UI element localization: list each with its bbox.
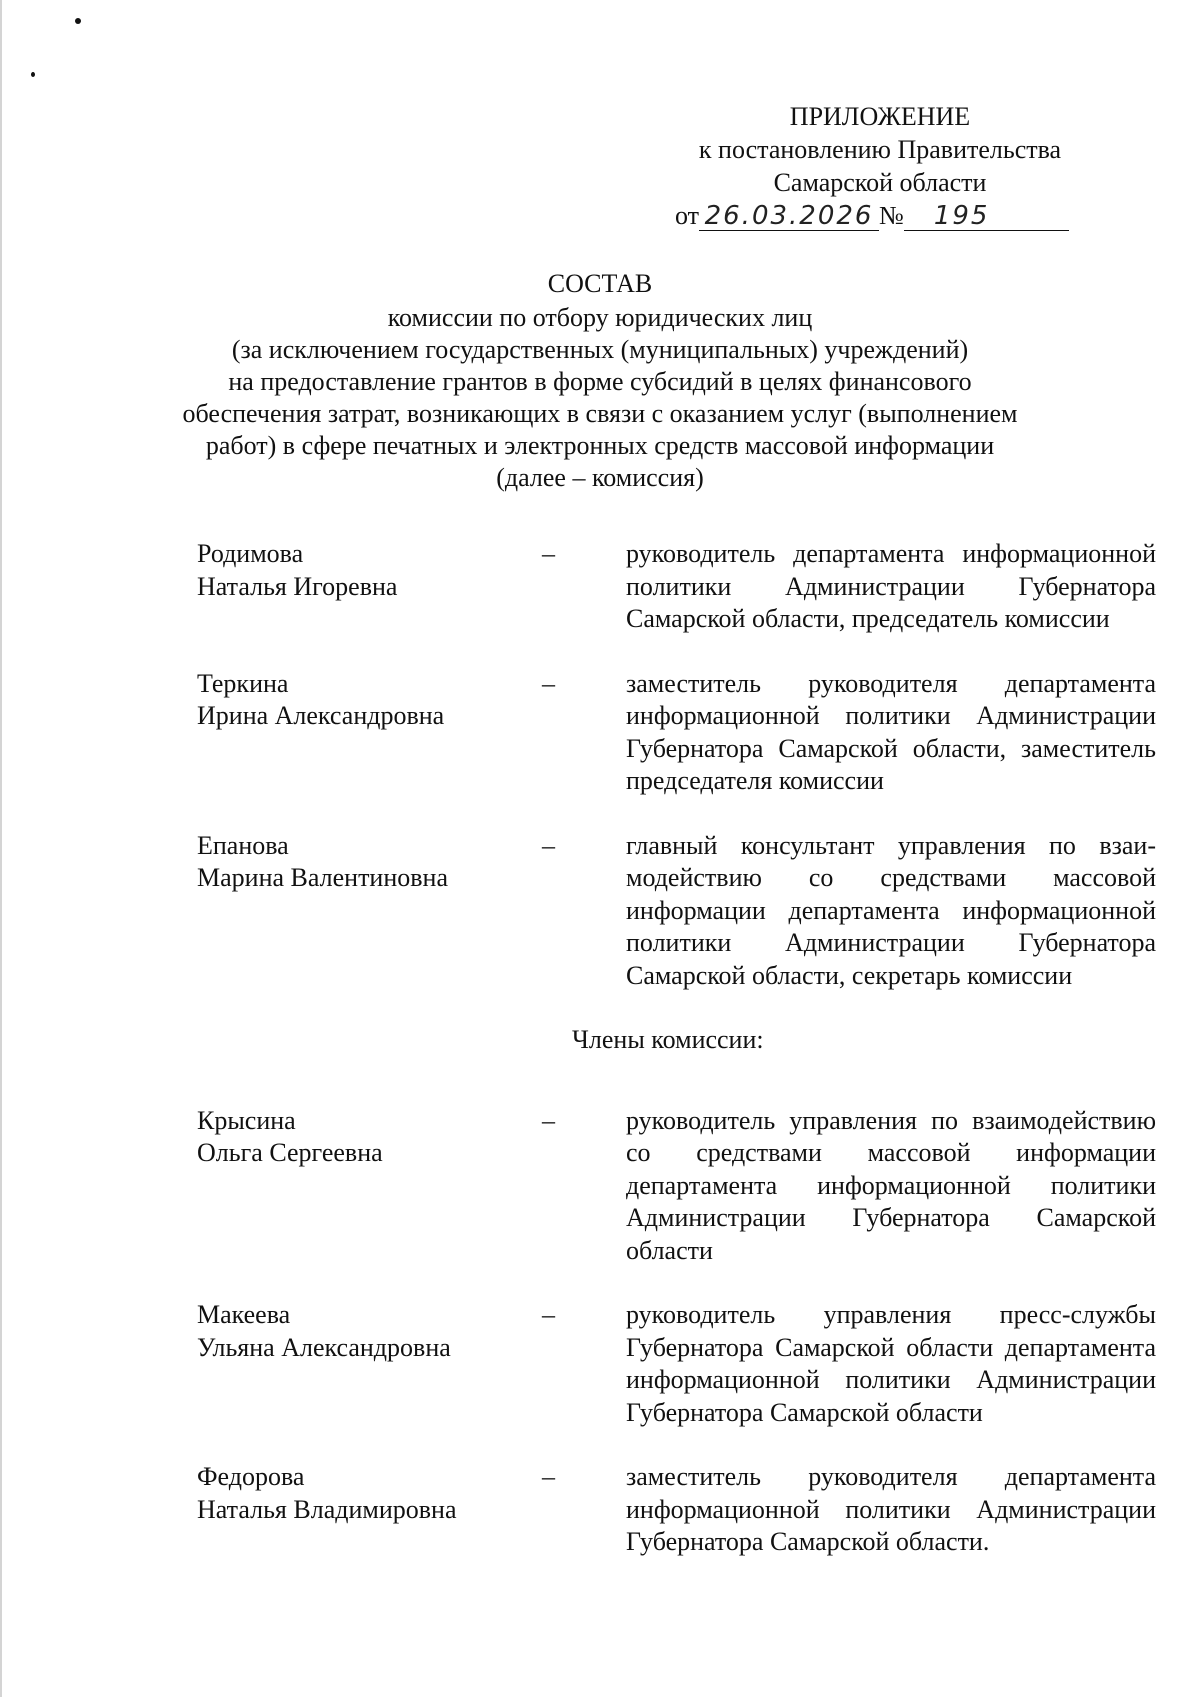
member-given-name: Марина Валентиновна [197, 863, 448, 892]
approval-block [660, 100, 1100, 232]
member-surname: Теркина [197, 668, 289, 698]
member-dash: – [542, 1462, 555, 1491]
member-role: главный консультант управления по взаимодействию со средствами массовой информации департамента информационной политики Администрации Губернатора Самарской области, секретарь комиссии [626, 830, 1156, 990]
commission-members-list [197, 538, 1157, 1591]
list-item [197, 538, 1157, 636]
list-item [197, 1461, 1157, 1559]
handwritten-number: 195 [904, 202, 1069, 231]
members-section-heading: Члены комиссии: [572, 1025, 764, 1054]
member-surname: Федорова [197, 1462, 305, 1491]
date-prefix: от [675, 201, 700, 230]
member-role: заместитель руководителя департамента информационной политики Администрации Губернатора Самарской области. [626, 1462, 1156, 1556]
member-name [197, 830, 542, 895]
member-role: руководитель управления пресс-службы Губернатора Самарской области департамента информационной политики Администрации Губернатора Самарской области [626, 1300, 1156, 1427]
member-name [197, 1461, 542, 1526]
doc-subtitle: комиссии по отбору юридических лиц (за исключением государственных (муниципальных) учреждений) на предоставление грантов в форме субсидий в целях финансового обеспечения затрат, возникающих в связи с оказанием услуг (выполнением работ) в сфере печатных и электронных средств массовой информации (далее – комиссия) [182, 303, 1018, 492]
list-item [197, 1105, 1157, 1268]
member-surname: Макеева [197, 1300, 291, 1329]
approval-date-line [660, 199, 1100, 232]
member-given-name: Ирина Александровна [197, 701, 445, 730]
approval-line-resolution: к постановлению Правительства [698, 135, 1062, 164]
member-dash: – [542, 539, 555, 568]
scan-speck [31, 72, 35, 77]
member-role: руководитель управления по взаимодействию со средствами массовой информации департамента информационной политики Администрации Губернатора Самарской области [626, 1105, 1156, 1265]
member-given-name: Ульяна Александровна [197, 1332, 451, 1362]
member-name [197, 1299, 542, 1364]
approval-heading: ПРИЛОЖЕНИЕ [789, 102, 971, 131]
member-surname: Крысина [197, 1105, 296, 1135]
member-dash: – [542, 668, 555, 698]
page-left-edge [0, 0, 2, 1697]
member-surname: Епанова [197, 830, 289, 860]
approval-line-region: Самарской области [773, 168, 987, 197]
list-item [197, 830, 1157, 993]
member-given-name: Ольга Сергеевна [197, 1138, 383, 1167]
document-title-area [100, 268, 1100, 494]
handwritten-date: 26.03.2026 [699, 202, 879, 231]
member-given-name: Наталья Игоревна [197, 571, 398, 601]
member-role: заместитель руководителя департамента информационной политики Администрации Губернатора Самарской области, заместитель председателя комиссии [626, 668, 1156, 795]
member-name [197, 538, 542, 603]
member-dash: – [542, 1105, 555, 1135]
member-dash: – [542, 830, 555, 860]
member-dash: – [542, 1300, 555, 1329]
list-item [197, 668, 1157, 798]
member-name [197, 1105, 542, 1170]
doc-title: СОСТАВ [547, 269, 653, 298]
member-name [197, 668, 542, 733]
scan-speck [75, 18, 81, 24]
member-role: руководитель департамента информационной политики Администрации Губернатора Самарской области, председатель комиссии [626, 539, 1156, 633]
member-surname: Родимова [197, 539, 304, 568]
number-prefix: № [879, 201, 904, 230]
list-item [197, 1299, 1157, 1429]
member-given-name: Наталья Владимировна [197, 1494, 457, 1524]
